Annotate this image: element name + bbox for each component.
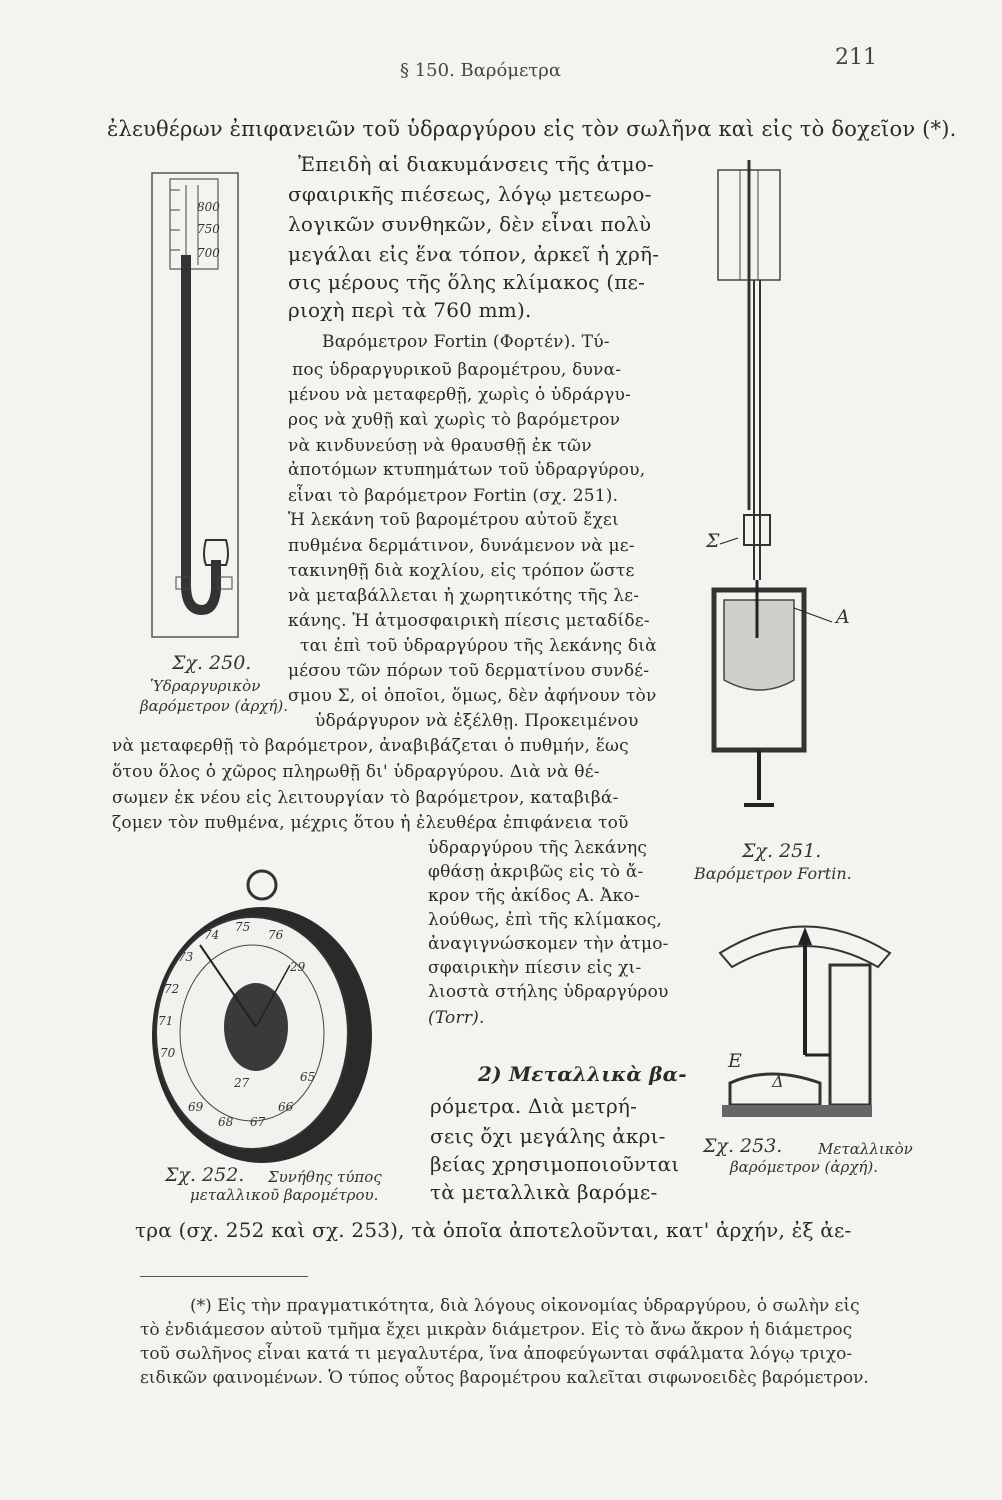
dial-number: 27 — [234, 1076, 250, 1090]
body-line: πος ὑδραργυρικοῦ βαρομέτρου, δυνα- — [292, 360, 622, 380]
dial-number: 69 — [188, 1100, 204, 1114]
fig252-number: Σχ. 252. — [165, 1164, 245, 1186]
fig250-scale-700: 700 — [197, 246, 220, 260]
footnote-rule — [140, 1276, 308, 1277]
page-number: 211 — [835, 45, 877, 70]
body-line: βείας χρησιμοποιοῦνται — [430, 1152, 680, 1176]
dial-number: 70 — [160, 1046, 176, 1060]
body-line: τρα (σχ. 252 καὶ σχ. 253), τὰ ὁποῖα ἀποτελοῦνται, κατ' ἀρχήν, ἐξ ἀε- — [135, 1218, 852, 1242]
body-line: σεις ὄχι μεγάλης ἀκρι- — [430, 1124, 666, 1148]
body-line: (Torr). — [428, 1008, 485, 1028]
body-line: νὰ μεταβάλλεται ἡ χωρητικότης τῆς λε- — [288, 586, 640, 606]
body-line: ὅτου ὅλος ὁ χῶρος πληρωθῇ δι' ὑδραργύρου. Διὰ νὰ θέ- — [112, 762, 600, 782]
body-line: ριοχὴ περὶ τὰ 760 mm). — [288, 298, 532, 322]
fig251-label-sigma: Σ — [706, 530, 720, 552]
body-line: νὰ κινδυνεύσῃ νὰ θραυσθῇ ἐκ τῶν — [288, 436, 592, 456]
body-line: τὰ μεταλλικὰ βαρόμε- — [430, 1180, 658, 1204]
body-line: λογικῶν συνθηκῶν, δὲν εἶναι πολὺ — [288, 212, 652, 236]
body-line: λιοστὰ στήλης ὑδραργύρου — [428, 982, 669, 1002]
body-line: 2) Μεταλλικὰ βα- — [478, 1062, 687, 1086]
body-line: ρος νὰ χυθῇ καὶ χωρὶς τὸ βαρόμετρον — [288, 410, 621, 430]
dial-number: 67 — [250, 1115, 266, 1129]
fig250-number: Σχ. 250. — [172, 652, 252, 674]
body-line: ἀποτόμων κτυπημάτων τοῦ ὑδραργύρου, — [288, 460, 646, 480]
body-line: σις μέρους τῆς ὅλης κλίμακος (πε- — [288, 270, 646, 294]
dial-number: 74 — [204, 928, 220, 942]
body-line: σωμεν ἐκ νέου εἰς λειτουργίαν τὸ βαρόμετρον, καταβιβά- — [112, 788, 619, 808]
figure-250-mercury-barometer — [140, 165, 250, 645]
body-line: πυθμένα δερμάτινον, δυνάμενον νὰ με- — [288, 536, 635, 556]
fig252-caption-1: Συνήθης τύπος — [268, 1168, 382, 1186]
fig251-number: Σχ. 251. — [742, 840, 822, 862]
dial-number: 73 — [178, 950, 194, 964]
dial-number: 75 — [235, 920, 251, 934]
body-line: μεγάλαι εἰς ἕνα τόπον, ἀρκεῖ ἡ χρῆ- — [288, 242, 660, 266]
dial-number: 71 — [158, 1014, 174, 1028]
body-line: ἀναγιγνώσκομεν τὴν ἀτμο- — [428, 934, 669, 954]
body-line: σφαιρικῆς πιέσεως, λόγῳ μετεωρο- — [288, 182, 652, 206]
body-line: φθάσῃ ἀκριβῶς εἰς τὸ ἄ- — [428, 862, 644, 882]
body-line: Ἐπειδὴ αἱ διακυμάνσεις τῆς ἀτμο- — [298, 152, 654, 176]
body-line: Βαρόμετρον Fortin (Φορτέν). Τύ- — [322, 332, 610, 352]
dial-number: 68 — [218, 1115, 234, 1129]
body-line: ρόμετρα. Διὰ μετρή- — [430, 1094, 638, 1118]
body-line: ζομεν τὸν πυθμένα, μέχρις ὅτου ἡ ἐλευθέρα ἐπιφάνεια τοῦ — [112, 813, 629, 833]
body-line: σφαιρικὴν πίεσιν εἰς χι- — [428, 958, 642, 978]
body-line: Ἡ λεκάνη τοῦ βαρομέτρου αὐτοῦ ἔχει — [288, 510, 619, 530]
footnote-line: (*) Εἰς τὴν πραγματικότητα, διὰ λόγους οἰκονομίας ὑδραργύρου, ὁ σωλὴν εἰς — [190, 1296, 860, 1316]
body-line: μένου νὰ μεταφερθῇ, χωρὶς ὁ ὑδράργυ- — [288, 385, 631, 405]
body-line: ὑδράργυρον νὰ ἐξέλθῃ. Προκειμένου — [315, 711, 639, 731]
figure-253-metallic-barometer-principle — [710, 905, 900, 1135]
fig253-caption-2: βαρόμετρον (ἀρχή). — [730, 1158, 878, 1176]
fig250-caption-2: βαρόμετρον (ἀρχή). — [140, 697, 288, 715]
dial-number: 66 — [278, 1100, 294, 1114]
body-line: μέσου τῶν πόρων τοῦ δερματίνου συνδέ- — [288, 661, 650, 681]
fig250-caption-1: Ὑδραργυρικὸν — [150, 677, 261, 695]
body-line: λούθως, ἐπὶ τῆς κλίμακος, — [428, 910, 663, 930]
body-line: εἶναι τὸ βαρόμετρον Fortin (σχ. 251). — [288, 486, 619, 506]
body-line: ὑδραργύρου τῆς λεκάνης — [428, 838, 648, 858]
figure-251-fortin-barometer — [700, 160, 860, 830]
footnote-line: ειδικῶν φαινομένων. Ὁ τύπος οὗτος βαρομέτρου καλεῖται σιφωνοειδὲς βαρόμετρον. — [140, 1368, 869, 1388]
fig250-scale-800: 800 — [197, 200, 220, 214]
body-line: κάνης. Ἡ ἀτμοσφαιρικὴ πίεσις μεταδίδε- — [288, 611, 650, 631]
dial-number: 72 — [164, 982, 180, 996]
body-line: τακινηθῇ διὰ κοχλίου, εἰς τρόπον ὥστε — [288, 561, 635, 581]
footnote-line: τὸ ἐνδιάμεσον αὐτοῦ τμῆμα ἔχει μικρὰν διάμετρον. Εἰς τὸ ἄνω ἄκρον ἡ διάμετρος — [140, 1320, 853, 1340]
dial-number: 65 — [300, 1070, 316, 1084]
body-line: κρον τῆς ἀκίδος Α. Ἀκο- — [428, 886, 640, 906]
dial-number: 29 — [290, 960, 306, 974]
fig251-label-a: Α — [836, 606, 850, 628]
fig251-caption: Βαρόμετρον Fortin. — [694, 864, 852, 883]
fig253-number: Σχ. 253. — [703, 1135, 783, 1157]
fig253-caption-1: Μεταλλικὸν — [818, 1140, 913, 1158]
fig253-label-e: Ε — [728, 1050, 742, 1072]
fig253-label-d: Δ — [772, 1072, 784, 1091]
body-line: ἐλευθέρων ἐπιφανειῶν τοῦ ὑδραργύρου εἰς τὸν σωλῆνα καὶ εἰς τὸ δοχεῖον (*). — [107, 117, 957, 141]
body-line: σμου Σ, οἱ ὁποῖοι, ὅμως, δὲν ἀφήνουν τὸν — [288, 686, 657, 706]
body-line: ται ἐπὶ τοῦ ὑδραργύρου τῆς λεκάνης διὰ — [300, 636, 657, 656]
footnote-line: τοῦ σωλῆνος εἶναι κατά τι μεγαλυτέρα, ἵνα ἀποφεύγωνται σφάλματα λόγῳ τριχο- — [140, 1344, 853, 1364]
dial-number: 76 — [268, 928, 284, 942]
body-line: νὰ μεταφερθῇ τὸ βαρόμετρον, ἀναβιβάζεται ὁ πυθμήν, ἕως — [112, 736, 629, 756]
fig250-scale-750: 750 — [197, 222, 220, 236]
running-header: § 150. Βαρόμετρα — [400, 60, 562, 81]
fig252-caption-2: μεταλλικοῦ βαρομέτρου. — [190, 1186, 379, 1204]
